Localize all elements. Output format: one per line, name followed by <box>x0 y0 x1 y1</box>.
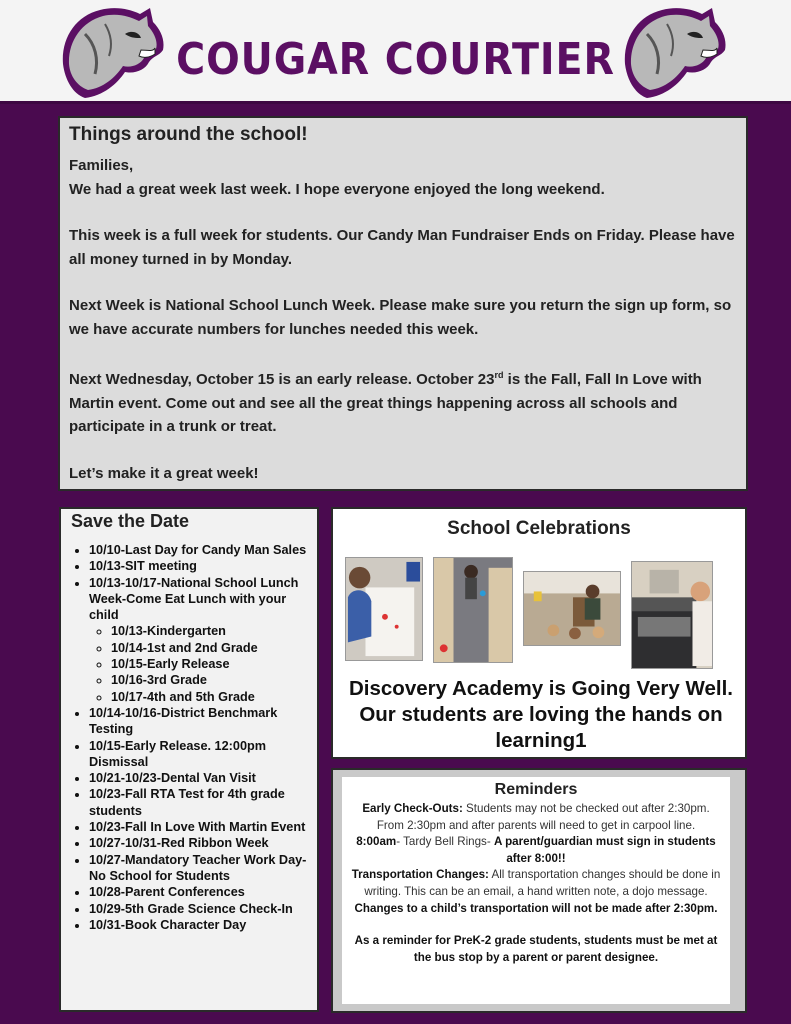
date-sub-item: ◦ 10/13-Kindergarten <box>111 623 307 639</box>
celebrations-heading: School Celebrations <box>447 518 631 539</box>
things-paragraph: Next Wednesday, October 15 is an early release. October 23rd is the Fall, Fall In Love with Martin event. Come out and see all the great things happening across all schools and participate in a trunk or treat. <box>69 370 702 435</box>
newsletter-title: COUGAR COURTIER <box>176 34 615 85</box>
things-around-school-panel <box>58 116 748 491</box>
date-item: • 10/13-SIT meeting <box>89 558 307 574</box>
tardy-reminder: 8:00am- Tardy Bell Rings- A parent/guardian must sign in students after 8:00!! <box>356 835 716 865</box>
date-item: • 10/31-Book Character Day <box>89 917 307 933</box>
date-sub-item: ◦ 10/15-Early Release <box>111 656 307 672</box>
date-item: • 10/28-Parent Conferences <box>89 884 307 900</box>
date-item: • 10/23-Fall In Love With Martin Event <box>89 819 307 835</box>
lunch-week-sublist <box>89 623 307 704</box>
school-celebrations-panel <box>331 507 747 759</box>
cougar-head-icon <box>617 4 729 102</box>
reminders-panel <box>331 768 747 1013</box>
date-item: • 10/23-Fall RTA Test for 4th grade students <box>89 786 307 819</box>
date-sub-item: ◦ 10/14-1st and 2nd Grade <box>111 640 307 656</box>
newsletter-header <box>0 0 791 104</box>
date-item: • 10/13-10/17-National School Lunch Week-Come Eat Lunch with your child ◦ 10/13-Kindergarten ◦ 10/14-1st and 2nd Grade ◦ 10/15-Early Release ◦ 10/16-3rd Grade ◦ 10/17-4th and 5th Grade <box>89 575 307 705</box>
date-item: • 10/14-10/16-District Benchmark Testing <box>89 705 307 738</box>
things-paragraph: This week is a full week for students. Our Candy Man Fundraiser Ends on Friday. Please have all money turned in by Monday. <box>69 227 735 268</box>
date-item: • 10/27-Mandatory Teacher Work Day-No School for Students <box>89 852 307 885</box>
date-list <box>71 542 307 933</box>
transportation-reminder: Transportation Changes: All transportation changes should be done in writing. This can be an email, a hand written note, a dojo message. Changes to a child’s transportation will not be made after 2:30pm. <box>351 868 721 915</box>
reminders-heading: Reminders <box>494 781 578 798</box>
date-item: • 10/10-Last Day for Candy Man Sales <box>89 542 307 558</box>
celebration-photo <box>433 557 513 663</box>
things-paragraph: We had a great week last week. I hope everyone enjoyed the long weekend. <box>69 180 605 198</box>
save-the-date-panel <box>59 507 319 1012</box>
date-item: • 10/21-10/23-Dental Van Visit <box>89 770 307 786</box>
date-item: • 10/29-5th Grade Science Check-In <box>89 901 307 917</box>
celebration-photo <box>631 561 713 669</box>
date-sub-item: ◦ 10/17-4th and 5th Grade <box>111 689 307 705</box>
early-checkout-reminder: Early Check-Outs: Students may not be checked out after 2:30pm. From 2:30pm and after parents will need to get in carpool line. <box>362 802 710 832</box>
celebration-caption: Discovery Academy is Going Very Well. Our students are loving the hands on learning1 <box>349 677 733 752</box>
date-item: • 10/15-Early Release. 12:00pm Dismissal <box>89 738 307 771</box>
things-paragraph: Next Week is National School Lunch Week. Please make sure you return the sign up form, so we have accurate numbers for lunches needed this week. <box>69 297 732 338</box>
reminders-card <box>342 777 730 1004</box>
celebration-photo <box>523 571 621 646</box>
things-heading: Things around the school! <box>69 124 308 145</box>
save-the-date-heading: Save the Date <box>71 511 190 531</box>
date-item: • 10/27-10/31-Red Ribbon Week <box>89 835 307 851</box>
things-paragraph: Let’s make it a great week! <box>69 464 259 482</box>
prek-reminder: As a reminder for PreK-2 grade students, students must be met at the bus stop by a parent or parent designee. <box>354 934 718 964</box>
celebration-photo <box>345 557 423 661</box>
things-greeting: Families, <box>69 157 134 174</box>
date-sub-item: ◦ 10/16-3rd Grade <box>111 672 307 688</box>
